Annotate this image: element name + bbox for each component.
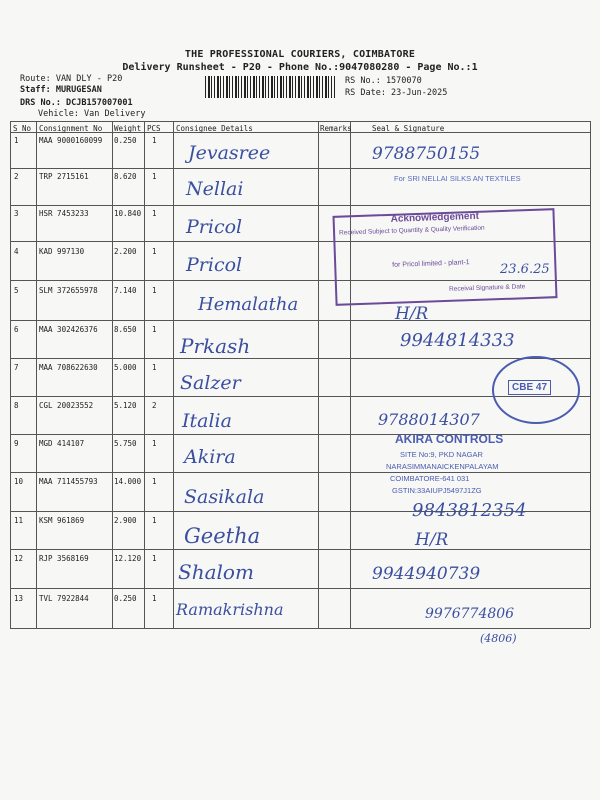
row-pcs: 1 xyxy=(152,477,157,486)
company-title: THE PROFESSIONAL COURIERS, COIMBATORE xyxy=(184,49,416,60)
row-signature: 9788014307 xyxy=(378,410,480,429)
row-sno: 9 xyxy=(14,439,19,448)
row-weight: 5.750 xyxy=(114,439,137,448)
row-pcs: 1 xyxy=(152,209,157,218)
rs-date: RS Date: 23-Jun-2025 xyxy=(345,88,448,98)
row-weight: 0.250 xyxy=(114,594,137,603)
row-sno: 13 xyxy=(14,594,24,603)
ack-receival: Receival Signature & Date xyxy=(449,283,526,293)
row-sno: 6 xyxy=(14,325,19,334)
col-consignee: Consignee Details xyxy=(176,124,253,133)
row-consignment: KAD 997130 xyxy=(39,247,85,256)
row-weight: 2.200 xyxy=(114,247,137,256)
akira-name: AKIRA CONTROLS xyxy=(395,432,504,446)
row-signature: 9976774806 xyxy=(425,606,515,622)
ack-line: Received Subject to Quantity & Quality Verification xyxy=(338,224,485,237)
col-signature: Seal & Signature xyxy=(372,124,445,133)
row-consignee: Prkash xyxy=(180,334,251,358)
row-signature: H/R xyxy=(415,530,449,550)
ack-pricol: for Pricol limited - plant-1 xyxy=(392,259,470,269)
row-pcs: 1 xyxy=(152,363,157,372)
row-consignment: MAA 302426376 xyxy=(39,325,98,334)
row-consignment: TRP 2715161 xyxy=(39,172,89,181)
akira-address-2: NARASIMMANAICKENPALAYAM xyxy=(386,462,499,471)
row-weight: 8.620 xyxy=(114,172,137,181)
akira-address-1: SITE No:9, PKD NAGAR xyxy=(400,450,483,459)
row-sno: 2 xyxy=(14,172,19,181)
row-weight: 12.120 xyxy=(114,554,142,563)
row-consignee: Sasikala xyxy=(184,486,265,508)
row-consignee: Shalom xyxy=(178,560,254,584)
drs-label: DRS No.: DCJB157007001 xyxy=(20,98,133,108)
col-pcs: PCS xyxy=(147,124,161,133)
row-weight: 10.840 xyxy=(114,209,142,218)
row-consignee: Jevasree xyxy=(188,142,271,164)
staff-label: Staff: MURUGESAN xyxy=(20,85,102,95)
row-pcs: 1 xyxy=(152,172,157,181)
row-weight: 5.000 xyxy=(114,363,137,372)
row-consignee: Salzer xyxy=(180,372,241,394)
row-weight: 5.120 xyxy=(114,401,137,410)
row-sno: 12 xyxy=(14,554,24,563)
row-weight: 0.250 xyxy=(114,136,137,145)
row-consignee: Italia xyxy=(182,410,232,432)
nellai-stamp: For SRI NELLAI SILKS AN TEXTILES xyxy=(394,174,521,183)
row-sno: 4 xyxy=(14,247,19,256)
row-consignment: TVL 7922844 xyxy=(39,594,89,603)
row-consignment: CGL 20023552 xyxy=(39,401,94,410)
row-consignee: Pricol xyxy=(186,216,243,238)
col-consignment: Consignment No xyxy=(39,124,103,133)
row-pcs: 1 xyxy=(152,439,157,448)
row-pcs: 1 xyxy=(152,554,157,563)
row-consignee: Geetha xyxy=(184,524,261,548)
row-sno: 10 xyxy=(14,477,24,486)
row-consignee: Pricol xyxy=(186,254,243,276)
footer-note: (4806) xyxy=(480,632,517,645)
row-weight: 7.140 xyxy=(114,286,137,295)
row-signature: 9944940739 xyxy=(372,564,481,584)
row-consignee: Akira xyxy=(184,446,236,468)
row-signature: 23.6.25 xyxy=(500,262,550,277)
rs-number: RS No.: 1570070 xyxy=(345,76,422,86)
row-sno: 8 xyxy=(14,401,19,410)
col-weight: Weight xyxy=(114,124,142,133)
cbe-label: CBE 47 xyxy=(508,380,551,395)
barcode xyxy=(205,76,335,98)
row-weight: 8.650 xyxy=(114,325,137,334)
row-pcs: 1 xyxy=(152,136,157,145)
row-sno: 5 xyxy=(14,286,19,295)
row-pcs: 1 xyxy=(152,594,157,603)
row-sno: 7 xyxy=(14,363,19,372)
row-consignment: MAA 708622630 xyxy=(39,363,98,372)
row-sno: 1 xyxy=(14,136,19,145)
row-pcs: 2 xyxy=(152,401,157,410)
col-sno: S No xyxy=(13,124,32,133)
vehicle-label: Vehicle: Van Delivery xyxy=(38,109,146,119)
acknowledgement-stamp xyxy=(332,208,557,306)
row-consignee: Ramakrishna xyxy=(176,600,284,619)
row-consignment: MAA 711455793 xyxy=(39,477,98,486)
row-consignee: Hemalatha xyxy=(198,294,299,315)
row-consignment: MGD 414107 xyxy=(39,439,85,448)
row-sno: 3 xyxy=(14,209,19,218)
row-pcs: 1 xyxy=(152,286,157,295)
row-signature: H/R xyxy=(395,304,429,324)
row-consignment: RJP 3568169 xyxy=(39,554,89,563)
row-signature: 9944814333 xyxy=(400,330,515,351)
row-signature: 9843812354 xyxy=(412,500,527,521)
ack-title: Acknowledgement xyxy=(390,210,480,225)
cbe-seal xyxy=(492,356,580,424)
row-sno: 11 xyxy=(14,516,24,525)
row-consignment: HSR 7453233 xyxy=(39,209,89,218)
row-consignment: KSM 961869 xyxy=(39,516,85,525)
akira-gstin: GSTIN:33AIUPJ5497J1ZG xyxy=(392,486,482,495)
row-pcs: 1 xyxy=(152,325,157,334)
row-signature: 9788750155 xyxy=(372,144,481,164)
row-consignee: Nellai xyxy=(186,178,244,200)
row-weight: 2.900 xyxy=(114,516,137,525)
row-consignment: SLM 372655978 xyxy=(39,286,98,295)
akira-address-3: COIMBATORE-641 031 xyxy=(390,474,470,483)
route-label: Route: VAN DLY - P20 xyxy=(20,74,123,84)
row-pcs: 1 xyxy=(152,516,157,525)
row-weight: 14.000 xyxy=(114,477,142,486)
row-consignment: MAA 9000160099 xyxy=(39,136,103,145)
row-pcs: 1 xyxy=(152,247,157,256)
col-remarks: Remarks xyxy=(320,124,352,133)
runsheet-subtitle: Delivery Runsheet - P20 - Phone No.:9047080280 - Page No.:1 xyxy=(122,62,478,73)
